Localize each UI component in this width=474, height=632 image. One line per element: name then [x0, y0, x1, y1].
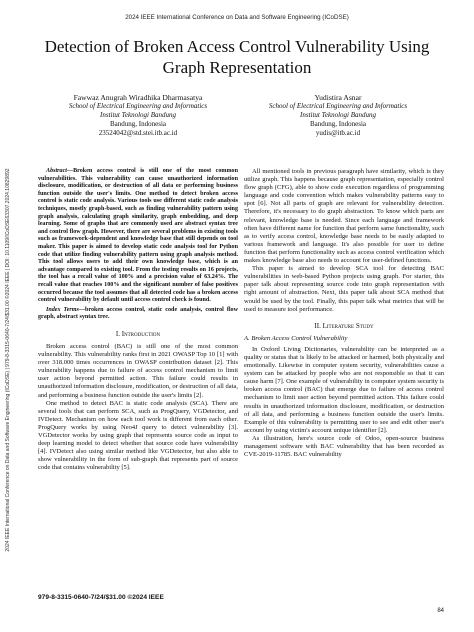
- paper-title: Detection of Broken Access Control Vulnerability Using Graph Representation: [44, 37, 430, 77]
- abstract-text: —Broken access control is still one of the most common vulnerabilities. This vulnerability can cause unauthorized information disclosure, modification, or destruction of all data or performing business function outside the user's limits. One method to detect broken access control is static code analysis. Various tools use different static code analysis techniques, mostly graph-based, such as finding vulnerability pattern using graph analysis, calculating graph similarity, graph embedding, and deep learning. Some of graphs that are commonly used are abstract syntax tree and control flow graph. However, there are several problems in existing tools such as framework-dependent and knowledge base that still depends on tool maker. This paper is aimed to develop static code analysis tool for Python code that utilize finding vulnerability pattern using graph analysis method. This tool allows users to add their own knowledge base, which is an advantage compared to existing tool. From the testing results on 16 projects, the tool has a recall value of 100% and a precision value of 63.24%. The recall value that reaches 100% and the significant number of false positives occurred because the tool assumes that all detected code has a broken access control vulnerability by default until access control check is found.: [38, 168, 238, 304]
- section-heading-introduction: I. Introduction: [115, 329, 161, 338]
- author-email: yudis@itb.ac.id: [315, 129, 361, 137]
- paragraph: In Oxford Living Dictionaries, vulnerability can be interpreted as a quality or status that is likely to be attacked or harmed, both physically and emotionally. Likewise in computer system security, vulnerabilities cause a system can be attacked by people who are not responsible so that it can cause harm [7]. One example of vulnerability in computer system security is broken access control (BAC) that emerge due to failure of access control mechanism to limit user action beyond permitted action. This failure could results in unauthorized information disclosure, modification, or destruction of all data, and performing a business function outside the user's limits. Example of this vulnerability is permitting user to see and edit other user's account by using victim's account unique identifier [2].: [244, 345, 444, 434]
- side-doi-note: [5, 120, 13, 600]
- section-heading-literature: II. Literature Study: [314, 321, 374, 330]
- author-name: Yudistira Asnar: [314, 93, 362, 102]
- side-doi-text: 2024 IEEE International Conference on Data and Software Engineering (ICoDSE) | 979-8-3315-0640-7/24/$31.00 ©2024 IEEE | DOI: 10.1109/ICoDSE63307.2024.10829892: [5, 168, 11, 552]
- author-block-1: [38, 93, 238, 138]
- abstract-label: Abstract: [46, 168, 67, 174]
- author-city: Bandung, Indonesia: [110, 120, 166, 128]
- author-city: Bandung, Indonesia: [310, 120, 366, 128]
- index-terms: [38, 307, 238, 322]
- abstract: [38, 168, 238, 305]
- paragraph: As illustration, here's source code of Odoo, open-source business management software with BAC vulnerability that has been recorded as CVE-2019-11785. BAC vulnerability: [244, 434, 444, 459]
- author-institute: Institut Teknologi Bandung: [100, 111, 176, 119]
- author-affiliation: School of Electrical Engineering and Informatics: [68, 102, 208, 110]
- conference-header: 2024 IEEE International Conference on Data and Software Engineering (ICoDSE): [125, 14, 349, 21]
- author-email: 23524042@std.stei.itb.ac.id: [98, 129, 178, 137]
- index-terms-text: —broken access control, static code analysis, control flow graph, abstract syntax tree.: [38, 306, 238, 321]
- paragraph: One method to detect BAC is static code analysis (SCA). There are several tools that can perform SCA, such as ProgQuery, VGDetector, and IVDetect. Mechanism on how each tool work is different from each other. ProgQuery works by using Neo4J query to detect vulnerability [3]. VGDetector works by using graph that represents source code as input to deep learning model to detect whether that source code have vulnerability [4]. IVDetect also using similar method like VGDetector, but also able to show vulnerability in the form of sub-graph that represents part of source code that contains vulnerability [5].: [38, 399, 238, 472]
- right-column: [244, 168, 444, 459]
- left-column: [38, 168, 238, 472]
- paragraph: Broken access control (BAC) is still one of the most common vulnerability. This vulnerability ranks first in 2021 OWASP Top 10 [1] with over 318.000 times occurrences in OWASP contribution dataset [2]. This vulnerability happens due to failure of access control mechanism to limit user action beyond permitted action. This failure could results in unauthorized information disclosure, modification, or destruction of all data, and performing a business function outside the user's limits [2].: [38, 342, 238, 399]
- author-block-2: [238, 93, 438, 138]
- author-affiliation: School of Electrical Engineering and Informatics: [268, 102, 408, 110]
- page-number: 84: [437, 608, 444, 614]
- author-institute: Institut Teknologi Bandung: [300, 111, 376, 119]
- author-name: Fawwaz Anugrah Wiradhika Dharmasatya: [73, 93, 203, 102]
- copyright-footer: 979-8-3315-0640-7/24/$31.00 ©2024 IEEE: [38, 594, 164, 601]
- index-terms-label: Index Terms: [46, 306, 79, 313]
- paragraph: All mentioned tools in previous paragraph have similarity, which is they utilize graph. This happens because graph representation, especially control flow graph (CFG), able to show code execution regardless of programming language and code convention which makes vulnerability patterns easy to spot [6]. Not all parts of graph are relevant for vulnerability detection. Therefore, it's necessary to do graph abstraction. To know which parts are relevant, knowledge base is needed. Since each language and framework often have different name for function that perform same functionality, such as to verify access control, knowledge base needs to be easily adapted to various framework and language. It's also possible for user to define function that perform functionality such as access control verification which makes knowledge base also needs to account for user-defined functions.: [244, 168, 444, 265]
- paragraph: This paper is aimed to develop SCA tool for detecting BAC vulnerabilities in web-based Python projects using graph. For starter, this paper talk about representing source code into graph representation with right amount of abstraction. Next, this paper talk about SCA method that would be used by the tool. Finally, this paper talk what metrics that will be used to measure tool performance.: [244, 265, 444, 313]
- subsection-heading: A. Broken Access Control Vulnerability: [244, 334, 348, 342]
